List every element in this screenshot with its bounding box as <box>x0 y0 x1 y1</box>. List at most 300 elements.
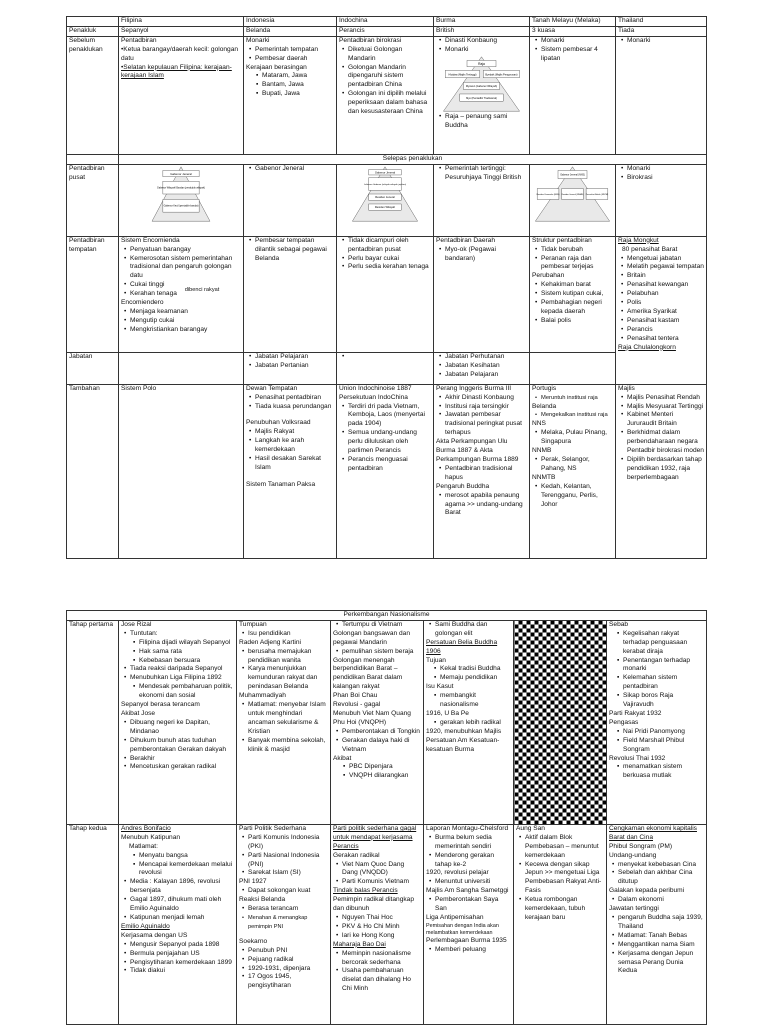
item-text: Cukai tinggi <box>130 281 165 289</box>
filipina-pyramid-diagram <box>121 165 241 223</box>
table-title: Perkembangan Nasionalisme <box>67 611 707 621</box>
cell-line: Kerajaan berasingan <box>246 63 307 71</box>
pentadbiran-comparison-table <box>66 16 707 559</box>
pusat-row <box>67 164 707 236</box>
bullet-list <box>426 719 511 728</box>
list-item: • Penasihat kewangan <box>627 281 704 290</box>
bullet-list <box>436 353 527 380</box>
bullet-list <box>426 692 511 710</box>
cell-line: Menubuh Viet Nam Quang Phu Hoi (VNQPH) <box>333 709 411 726</box>
list-item: • pengaruh Buddha saja 1939, Thailand <box>618 914 704 932</box>
penakluk-row <box>67 26 707 36</box>
bullet-list <box>436 394 527 439</box>
list-item: • Majlis Rakyat <box>255 428 334 437</box>
bullet-list <box>246 237 334 264</box>
cell-line: Emilio Aguinaldo <box>121 922 170 930</box>
list-item: • Sami Buddha dan golongan elit <box>435 621 511 639</box>
tahap1-filipina <box>119 620 237 824</box>
cell-line: Andres Bonifacio <box>121 824 171 832</box>
jabatan-indochina <box>337 352 434 384</box>
cell-line: 1920, menubuhkan Majlis Persatuan Am Kesatuan-kesatuan Burma <box>426 727 502 753</box>
list-item: • Jawatan pembesar tradisional peringkat pusat terhapus <box>445 411 527 438</box>
tambahan-filipina: Sistem Polo <box>119 384 244 558</box>
cell-line: Revolusi - gagal <box>333 701 381 709</box>
cell-line: Pengasas <box>609 718 639 726</box>
bullet-list <box>609 861 704 888</box>
row-label: Pentadbiran tempatan <box>67 236 119 352</box>
list-item: • Perancis <box>627 326 704 335</box>
bullet-list <box>609 763 704 781</box>
cell-line: Penubuhan Volksraad <box>246 419 311 427</box>
list-item: • lari ke Hong Kong <box>342 932 421 941</box>
list-item: • Britain <box>627 272 704 281</box>
cell-line: Tujuan <box>426 656 446 664</box>
bullet-list <box>609 728 704 755</box>
diagram-label: Gabenor Jeneral <box>170 171 192 176</box>
list-item: • Pejuang radikal <box>248 956 328 965</box>
cell-line: Perubahan <box>532 272 565 280</box>
bullet-list <box>239 834 328 879</box>
list-item: ▪ menamatkan sistem berkuasa mutlak <box>623 763 704 781</box>
tambahan-burma <box>434 384 530 558</box>
bullet-list <box>239 648 328 693</box>
list-item: • Parti Komunis Indonesia (PKI) <box>248 834 328 852</box>
tahap1-thailand <box>607 620 707 824</box>
list-item: • Gabenor Jeneral <box>255 165 334 174</box>
list-item: • Perancis menguasai pentadbiran <box>348 456 431 474</box>
cell-line: •Selatan kepulauan Filipina: kerajaan-kerajaan Islam <box>121 63 232 80</box>
list-item: • Kabinet Menteri Jururaudit Britain <box>627 411 704 429</box>
list-item: ▪ Mendesak pembaharuan politik, ekonomi dan sosial <box>139 683 234 701</box>
bullet-list <box>532 246 613 273</box>
cell-line: Menubuh Katipunan <box>121 833 181 841</box>
diagram-label: Byedaik (Majlis Pengurusan) <box>485 73 518 77</box>
tahap2-row <box>67 824 707 1024</box>
list-item: • Usaha pembaharuan diselat dan dihalang Ho Chi Minh <box>342 967 421 994</box>
list-item: • Kemerosotan sistem pemerintahan tradisional dan pengaruh golongan datu <box>130 255 241 282</box>
list-item: • Tidak diakui <box>130 967 234 976</box>
diagram-label: Gabenor Wilayah/ Bandar (penduduk wilayah) <box>157 187 205 190</box>
list-item: • Penubuh PNI <box>248 947 328 956</box>
tempatan-indonesia <box>244 236 337 352</box>
list-item: • Menggantikan nama Siam <box>618 941 704 950</box>
list-item: • Gerakan dalaya haki di Vietnam <box>342 737 421 755</box>
list-item: • Aktif dalam Blok Pembebasan – menuntut kemerdekaan <box>525 834 604 861</box>
list-item: ▪ Mataram, Jawa <box>262 72 334 81</box>
diagram-label: Gabenor Jeneral <box>374 171 396 175</box>
bullet-list <box>333 914 421 941</box>
tahap1-indonesia <box>237 620 331 824</box>
list-item: • Meruntuh institusi raja <box>541 394 613 403</box>
list-item: • Karya menunjukkan kemunduran rakyat dan penindasan Belanda <box>248 665 328 692</box>
list-item: • Berakhir <box>130 755 234 764</box>
list-item: • Monarki <box>627 165 704 174</box>
cell-line: Pengaruh Buddha <box>436 482 490 490</box>
list-item: • Tiada kuasa perundangan <box>255 403 334 412</box>
list-item: • Penasihat tentera <box>627 335 704 344</box>
header-burma: Burma <box>434 17 530 27</box>
sebelum-melayu <box>530 36 616 154</box>
tempatan-burma <box>434 236 530 352</box>
header-tanah-melayu: Tanah Melayu (Melaka) <box>530 17 616 27</box>
cell-line: Muhammadiyah <box>239 692 286 700</box>
list-item: • Banyak membina sekolah, klinik & masjid <box>248 737 328 755</box>
list-item: • merosot apabila penaung agama >> undang-undang Barat <box>445 492 527 519</box>
list-item: • Monarki <box>541 37 613 46</box>
diagram-label: Leftenan Gabenor (wilayah-wilayah jajahan) <box>363 183 407 186</box>
bullet-list <box>532 281 613 326</box>
list-item: ▪ Bantam, Jawa <box>262 81 334 90</box>
list-item: • Menuntut universiti <box>435 878 511 887</box>
tempatan-row <box>67 236 707 352</box>
list-item: • Katipunan menjadi lemah <box>130 914 234 923</box>
list-item: • Dinasti Konbaung <box>445 37 527 46</box>
header-thailand: Thailand <box>616 17 707 27</box>
bullet-list <box>239 630 328 639</box>
cell-line: Pentadbiran birokrasi <box>339 36 402 44</box>
jabatan-melayu <box>530 352 616 384</box>
bullet-list <box>436 113 527 131</box>
cell-line: NNS <box>532 420 546 428</box>
cell-line: Pentadbiran Daerah <box>436 236 496 244</box>
selepas-label: Selepas penaklukan <box>119 154 707 164</box>
list-item: • Terdiri dri pada Vietnam, Kemboja, Laos (menyertai pada 1904) <box>348 403 431 430</box>
bullet-list <box>121 878 234 923</box>
bullet-list <box>618 165 704 183</box>
cell-line: Maharaja Bao Dai <box>333 940 386 948</box>
cell-line: Soekarno <box>239 937 268 945</box>
tambahan-row <box>67 384 707 558</box>
cell-line: Raden Adjeng Kartini <box>239 638 301 646</box>
bullet-list <box>333 648 421 657</box>
row-label <box>67 154 119 164</box>
bullet-list <box>333 763 421 781</box>
jabatan-indonesia <box>244 352 337 384</box>
bullet-list <box>121 630 234 639</box>
bullet-list <box>436 465 527 483</box>
bullet-list <box>239 947 328 992</box>
bullet-list <box>121 941 234 977</box>
list-item: • Monarki <box>445 46 527 55</box>
list-item: • pemulihan sistem beraja <box>342 648 421 657</box>
tempatan-filipina <box>119 236 244 352</box>
list-item: • Mengekalkan institusi raja <box>541 411 613 420</box>
selepas-row <box>67 154 707 164</box>
cell-line: Kerjasama dengan US <box>121 931 188 939</box>
bullet-list <box>609 630 704 710</box>
list-item: • Menahan & menangkap pemimpin PNI <box>248 914 328 932</box>
bullet-list <box>121 719 234 772</box>
checkerboard-pattern <box>514 620 607 824</box>
cell-line: Encomiendero <box>121 299 164 307</box>
list-item: • Sarekat Islam (SI) <box>248 869 328 878</box>
list-item: • Berkhidmat dalam perbendaharaan negara <box>627 429 704 447</box>
burma-pyramid-diagram <box>436 55 527 113</box>
list-item: • Pelabuhan <box>627 290 704 299</box>
penakluk-indochina: Perancis <box>337 26 434 36</box>
bullet-list <box>121 639 234 666</box>
list-item: • Isu pendidikan <box>248 630 328 639</box>
title-row <box>67 611 707 621</box>
list-item: • Polis <box>627 299 704 308</box>
bullet-list <box>426 621 511 639</box>
list-item: • Pembesar daerah <box>255 55 334 64</box>
bullet-list <box>426 665 511 683</box>
row-label: Tambahan <box>67 384 119 558</box>
list-item: • Dihukum bunuh atas tuduhan pemberontakan Gerakan dakyah <box>130 737 234 755</box>
cell-line: Sistem Encomienda <box>121 236 180 244</box>
list-item: ▪ Menyatu bangsa <box>139 852 234 861</box>
cell-line: Undang-undang <box>609 851 657 859</box>
sebelum-thailand <box>616 36 707 154</box>
diagram-label: Gabenor Jeneral (NNS) <box>560 174 585 177</box>
list-item: • Menderong gerakan tahap ke-2 <box>435 852 511 870</box>
list-item: • 1929-1931, dipenjara <box>248 965 328 974</box>
bullet-list <box>532 394 613 403</box>
tahap2-filipina <box>119 824 237 1024</box>
list-item: • Tidak berubah <box>541 246 613 255</box>
list-item: • Pemberontakan Saya San <box>435 896 511 914</box>
list-item: • Parti Nasional Indonesia (PNI) <box>248 852 328 870</box>
pusat-indochina <box>337 164 434 236</box>
list-item: • Sebelah dan akhbar Cina ditutup <box>618 869 704 887</box>
cell-line: •Ketua barangay/daerah kecil: golongan datu <box>121 45 239 62</box>
tahap2-thailand <box>607 824 707 1024</box>
list-item: ▪ Sikap boros Raja Vajiravudh <box>623 692 704 710</box>
cell-line: 80 penasihat Barat <box>622 245 678 253</box>
list-item: • Hasil desakan Sarekat Islam <box>255 455 334 473</box>
diagram-label: Residen Jeneral (NNMB) <box>561 193 584 196</box>
cell-line: Phibul Songram (PM) <box>609 842 673 850</box>
header-indonesia: Indonesia <box>244 17 337 27</box>
list-item: • Pemerintah tertinggi: Pesuruhjaya Tinggi British <box>445 165 527 183</box>
list-item: • Majlis Penasihat Rendah <box>627 394 704 403</box>
list-item: ▪ Kelemahan sistem pentadbiran <box>623 674 704 692</box>
tahap2-burma <box>424 824 514 1024</box>
cell-line: Cengkaman ekonomi kapitalis Barat dan Cina <box>609 824 697 841</box>
list-item: • Mengkristiankan barangay <box>130 326 241 335</box>
bullet-list <box>618 456 704 483</box>
list-item: • Menjaga keamanan <box>130 308 241 317</box>
cell-line: Laporan Montagu-Chelsford <box>426 824 509 832</box>
bullet-list <box>532 37 613 64</box>
bullet-list <box>246 72 334 99</box>
list-item: ▪ Kegelisahan rakyat terhadap penguasaan kerabat diraja <box>623 630 704 657</box>
sebelum-burma <box>434 36 530 154</box>
bullet-list <box>239 701 328 754</box>
list-item: • Kedah, Kelantan, Terengganu, Perlis, Johor <box>541 483 613 510</box>
list-item: • Meminpin nasionalisme bercorak sederhana <box>342 950 421 968</box>
list-item: • Gagal 1897, dihukum mati oleh Emilio Aguinaldo <box>130 896 234 914</box>
penakluk-filipina: Sepanyol <box>119 26 244 36</box>
list-item: • 17 Ogos 1945, pengisytiharan <box>248 973 328 991</box>
bullet-list <box>121 852 234 879</box>
list-item: • Penyatuan barangay <box>130 246 241 255</box>
list-item: ▪ Filipina dijadi wilayah Sepanyol <box>139 639 234 648</box>
cell-line: Raja Chulalongkorn <box>618 343 676 351</box>
list-item: • Diketuai Golongan Mandarin <box>348 46 431 64</box>
bullet-list <box>239 905 328 932</box>
tahap2-indonesia <box>237 824 331 1024</box>
list-item: • Kehakiman barat <box>541 281 613 290</box>
list-item: • Dapat sokongan kuat <box>248 887 328 896</box>
list-item <box>130 287 241 299</box>
list-item: • Nguyen Thai Hoc <box>342 914 421 923</box>
list-item: • Jabatan Pelajaran <box>445 371 527 380</box>
cell-line: Pentadbir birokrasi moden <box>627 447 704 455</box>
list-item: • Kerjasama dengan Jepun semasa Perang Dunia Kedua <box>618 950 704 977</box>
bullet-list <box>339 237 431 273</box>
cell-line: Jawatan tertinggi <box>609 905 659 913</box>
list-item: • Parti Komunis Vietnam <box>342 878 421 887</box>
nasionalisme-table <box>66 610 707 1025</box>
bullet-list <box>339 46 431 117</box>
pusat-filipina <box>119 164 244 236</box>
list-item: ▪ Bupati, Jawa <box>262 90 334 99</box>
sebelum-indonesia <box>244 36 337 154</box>
bullet-list <box>426 946 511 955</box>
cell-line: Sepanyol berasa terancam <box>121 701 200 709</box>
cell-line: 1916, U Ba Pe <box>426 709 469 717</box>
bullet-list <box>532 411 613 420</box>
bullet-list <box>339 403 431 474</box>
bullet-list <box>121 308 241 335</box>
list-item: • Pembesar tempatan dilantik sebagai pegawai Belanda <box>255 237 334 264</box>
tahap2-melayu <box>514 824 607 1024</box>
bullet-list <box>618 37 704 46</box>
bullet-list <box>121 246 241 299</box>
bullet-list <box>121 683 234 701</box>
list-item: • Menubuhkan Liga Filipina 1892 <box>130 674 234 683</box>
list-item: • Matlamat: menyebar Islam untuk menghindari ancaman sekularisme & Kristian <box>248 701 328 737</box>
cell-line: Revolusi Thai 1932 <box>609 754 666 762</box>
penakluk-burma: British <box>434 26 530 36</box>
item-text: Kerahan tenaga <box>130 290 177 298</box>
bullet-list <box>246 394 334 412</box>
cell-line: Akibat <box>333 754 352 762</box>
list-item: ▪ Hak sama rata <box>139 648 234 657</box>
list-item: • Penasihat pentadbiran <box>255 394 334 403</box>
bullet-list <box>426 878 511 887</box>
row-label: Penakluk <box>67 26 119 36</box>
list-item: • Perak, Selangor, Pahang, NS <box>541 456 613 474</box>
list-item: • Dipilih berdasarkan tahap pendidikan 1932, raja berperlembagaan <box>627 456 704 483</box>
bullet-list <box>246 353 334 371</box>
cell-line: Sistem Tanaman Paksa <box>246 480 316 488</box>
cell-line: Union Indochinoise 1887 <box>339 384 412 392</box>
list-item: • Burma belum sedia memerintah sendiri <box>435 834 511 852</box>
jabatan-row <box>67 352 707 384</box>
list-item: • Penasihat kastam <box>627 317 704 326</box>
list-item: • Berasa terancam <box>248 905 328 914</box>
list-item: ▪ Mencapai kemerdekaan melalui revolusi <box>139 861 234 879</box>
cell-line: Aung San <box>516 824 545 832</box>
cell-line: NNMTB <box>532 473 556 481</box>
row-label: Pentadbiran pusat <box>67 164 119 236</box>
list-item: • PKV & Ho Chi Minh <box>342 923 421 932</box>
bullet-list <box>333 861 421 888</box>
diagram-label: Penasihat British (NNTM) <box>585 193 609 196</box>
cell-line: Reaksi Belanda <box>239 896 286 904</box>
cell-line: Parti Rakyat 1932 <box>609 709 662 717</box>
cell-line: Majlis <box>618 384 635 392</box>
cell-line: Persatuan Belia Buddha 1906 <box>426 638 498 655</box>
list-item: • Dibuang negeri ke Dapitan, Mindanao <box>130 719 234 737</box>
cell-line: Belanda <box>532 402 557 410</box>
list-item: ▪ Penentangan terhadap monarki <box>623 657 704 675</box>
bullet-list <box>436 246 527 264</box>
jabatan-burma <box>434 352 530 384</box>
list-item: ▪ Nai Pridi Panomyong <box>623 728 704 737</box>
cell-line: Akibat Jose <box>121 709 156 717</box>
cell-line: Perang Inggeris Burma III <box>436 384 512 392</box>
list-item: • Pentadbiran tradisional hapus <box>445 465 527 483</box>
list-item: • Balai polis <box>541 317 613 326</box>
bullet-list <box>532 429 613 447</box>
list-item: • Pembahagian negeri kepada daerah <box>541 299 613 317</box>
list-item: • Perlu sedia kerahan tenaga <box>348 263 431 272</box>
jabatan-filipina <box>119 352 244 384</box>
cell-line: 1920, revolusi pelajar <box>426 869 489 877</box>
list-item: • Birokrasi <box>627 174 704 183</box>
pusat-thailand <box>616 164 707 236</box>
list-item: ▪ membangkit nasionalisme <box>440 692 511 710</box>
bullet-list <box>618 255 704 344</box>
list-item: • Dalam ekonomi <box>618 896 704 905</box>
list-item: • Institusi raja tersingkir <box>445 403 527 412</box>
header-row <box>67 17 707 27</box>
bullet-list <box>436 492 527 519</box>
bullet-list <box>532 456 613 474</box>
list-item: • Semua undang-undang perlu diluluskan oleh parlimen Perancis <box>348 429 431 456</box>
list-item: • Pengisytiharan kemerdekaan 1899 <box>130 959 234 968</box>
list-item: • Pemberontakan di Tongkin <box>342 728 421 737</box>
diagram-label: Gabenor Kecil (pentadbir bandar) <box>163 205 199 208</box>
cell-line: Monarki <box>246 36 270 44</box>
header-filipina: Filipina <box>119 17 244 27</box>
cell-line: Sebab <box>609 620 629 628</box>
list-item: ▪ Memaju pendidikan <box>440 674 511 683</box>
cell-line: Akta Perkampungan Ulu Burma 1887 & Akta Perkampungan Burma 1889 <box>436 438 519 463</box>
list-item: • Jabatan Perhutanan <box>445 353 527 362</box>
list-item: • Sistem pembesar 4 lipatan <box>541 46 613 64</box>
bullet-list <box>609 896 704 905</box>
list-item: • Media : Kalayan 1896, revolusi bersenjata <box>130 878 234 896</box>
cell-line: Golongan menengah berpendidikan Barat – pendidikan Barat dalam kalangan rakyat <box>333 656 403 691</box>
tempatan-thailand <box>616 236 707 384</box>
list-item: • Viet Nam Quoc Dang Dang (VNQDD) <box>342 861 421 879</box>
cell-line: Pentadbiran <box>121 36 157 44</box>
tempatan-indochina <box>337 236 434 352</box>
pusat-indonesia <box>244 164 337 236</box>
tahap1-burma <box>424 620 514 824</box>
cell-line: Phan Boi Chau <box>333 692 378 700</box>
bullet-list <box>436 165 527 183</box>
tambahan-indonesia <box>244 384 337 558</box>
list-item: ▪ PBC Dipenjara <box>349 763 421 772</box>
list-item: • Matlamat: Tanah Bebas <box>618 932 704 941</box>
tahap2-indochina <box>331 824 424 1024</box>
list-item: • Melatih pegawai tempatan <box>627 263 704 272</box>
tahap1-indochina <box>331 620 424 824</box>
cell-line: Pemisahan dengan India akan melambatkan kemerdekaan <box>426 922 499 936</box>
tambahan-thailand <box>616 384 707 558</box>
pusat-burma <box>434 164 530 236</box>
cell-line: Dewan Tempatan <box>246 384 298 392</box>
list-item: • Memberi peluang <box>435 946 511 955</box>
tambahan-indochina <box>337 384 434 558</box>
sebelum-indochina <box>337 36 434 154</box>
